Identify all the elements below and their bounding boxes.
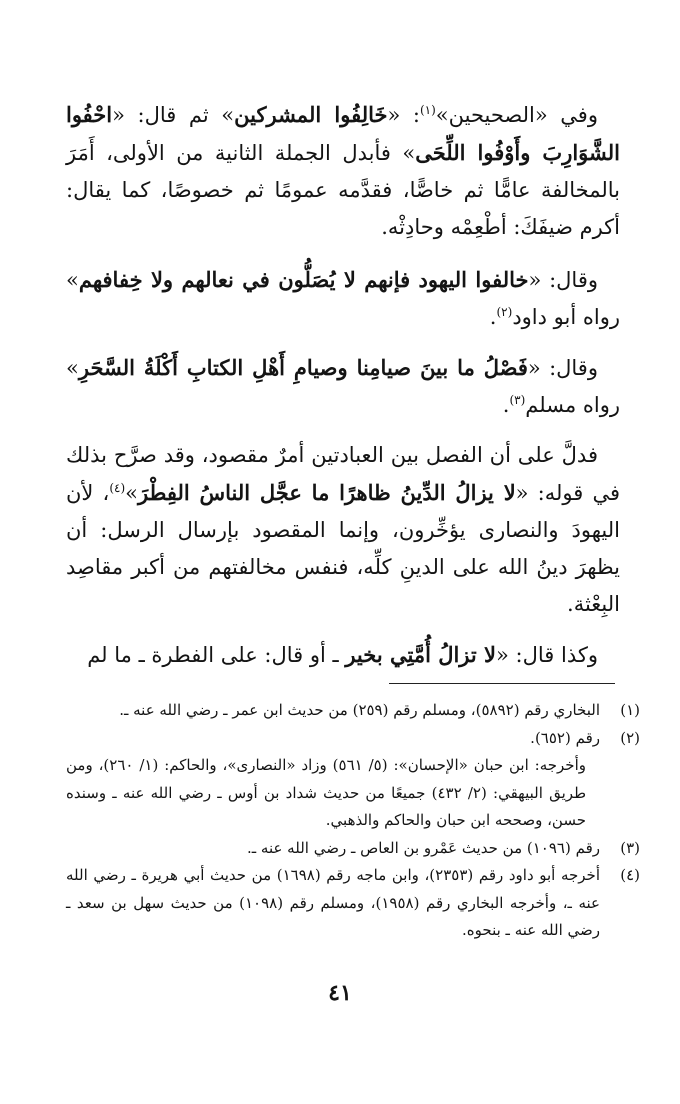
paragraph-text: » ثم قال: « xyxy=(112,103,235,127)
footnote-ref[interactable]: (٢) xyxy=(496,305,513,319)
paragraph-text: وكذا قال: « xyxy=(496,643,598,667)
main-text xyxy=(66,96,620,674)
paragraph-conclusion xyxy=(66,437,620,623)
hadith-quote: احْفُوا الشَّوَارِبَ وأَوْفُوا اللِّحَى xyxy=(66,102,620,165)
hadith-quote: خَالِفُوا المشركين xyxy=(234,102,388,127)
hadith-quote: لا تزالُ أُمَّتِي بخير xyxy=(345,642,497,667)
paragraph-text: » فأبدل الجملة الثانية من الأولى، أَمَرَ بالمخالفة عامًّا ثم خاصًّا، فقدَّمه عمومًا ثم خصوصًا، كما يقال: أكرم ضيفَكَ: أطْعِمْه وحادِثْه. xyxy=(66,141,620,239)
paragraph-text: وفي «الصحيحين» xyxy=(435,103,598,127)
footnote-text: البخاري رقم (٥٨٩٢)، ومسلم رقم (٢٥٩) من حديث ابن عمر ـ رضي الله عنه ـ. xyxy=(119,701,600,719)
paragraph-text: ، لأن اليهودَ والنصارى يؤخِّرون، وإنما المقصود بإرسال الرسل: أن يظهرَ دينُ الله على الدينِ كلِّه، فنفس مخالفتهم من أكبر مقاصِد البِعْثة. xyxy=(66,481,620,616)
footnote-text: رقم (١٠٩٦) من حديث عَمْرو بن العاص ـ رضي الله عنه ـ. xyxy=(246,838,600,857)
paragraph-continued xyxy=(66,636,620,674)
paragraph-text: » رواه مسلم xyxy=(66,356,620,417)
paragraph-text: : « xyxy=(387,103,420,127)
hadith-quote: فَصْلُ ما بينَ صيامِنا وصيامِ أَهْلِ الكتابِ أَكْلَةُ السَّحَرِ xyxy=(78,355,528,380)
paragraph-text: ـ أو قال: على الفطرة ـ ما لم xyxy=(87,643,346,667)
footnote-item xyxy=(66,725,640,753)
paragraph-muslim xyxy=(66,349,620,424)
hadith-quote: لا يزالُ الدِّينُ ظاهرًا ما عجَّل الناسُ الفِطْرَ xyxy=(138,480,516,505)
footnote-number: (٤) xyxy=(620,866,640,884)
footnote-text: أخرجه أبو داود رقم (٢٣٥٣)، وابن ماجه رقم (١٦٩٨) من حديث أبي هريرة ـ رضي الله عنه ـ، وأخرجه البخاري رقم (١٩٥٨)، ومسلم رقم (١٠٩٨) من حديث سهل بن سعد ـ رضي الله عنه ـ بنحوه. xyxy=(66,866,600,939)
paragraph-sahihain xyxy=(66,96,620,246)
paragraph-text: وقال: « xyxy=(528,268,598,292)
paragraph-abu-dawud xyxy=(66,261,620,336)
footnote-ref[interactable]: (٣) xyxy=(509,393,526,407)
footnote-ref[interactable]: (١) xyxy=(419,103,436,117)
paragraph-text: . xyxy=(502,393,510,417)
footnote-number: (٢) xyxy=(620,728,640,747)
paragraph-text: وقال: « xyxy=(527,356,598,380)
paragraph-text: » رواه أبو داود xyxy=(66,268,620,329)
footnote-ref[interactable]: (٤) xyxy=(109,481,126,495)
footnote-item xyxy=(66,862,640,945)
footnote-text: رقم (٦٥٢). xyxy=(530,728,600,747)
footnote-number: (٣) xyxy=(620,838,640,857)
hadith-quote: خالفوا اليهود فإنهم لا يُصَلُّون في نعالهم ولا خِفافهم xyxy=(78,267,529,292)
page-number: ٤١ xyxy=(328,980,352,1006)
footnote-divider xyxy=(389,683,615,684)
footnote-item xyxy=(66,835,640,863)
paragraph-text: فدلَّ على أن الفصل بين العبادتين أمرٌ مقصود، وقد صرَّح بذلك في قوله: « xyxy=(66,443,620,505)
footnote-item xyxy=(66,697,640,725)
paragraph-text: . xyxy=(489,305,497,329)
footnote-number: (١) xyxy=(620,701,640,719)
paragraph-text: » xyxy=(125,481,139,505)
footnotes xyxy=(66,697,640,945)
footnote-item-continuation xyxy=(66,752,640,835)
footnote-text: وأخرجه: ابن حبان «الإحسان»: (٥/ ٥٦١) وزاد «النصارى»، والحاكم: (١/ ٢٦٠)، ومن طريق البيهقي: (٢/ ٤٣٢) جميعًا من حديث شداد بن أوس ـ رضي الله عنه ـ وسنده حسن، وصححه ابن حبان والحاكم والذهبي. xyxy=(66,756,587,829)
